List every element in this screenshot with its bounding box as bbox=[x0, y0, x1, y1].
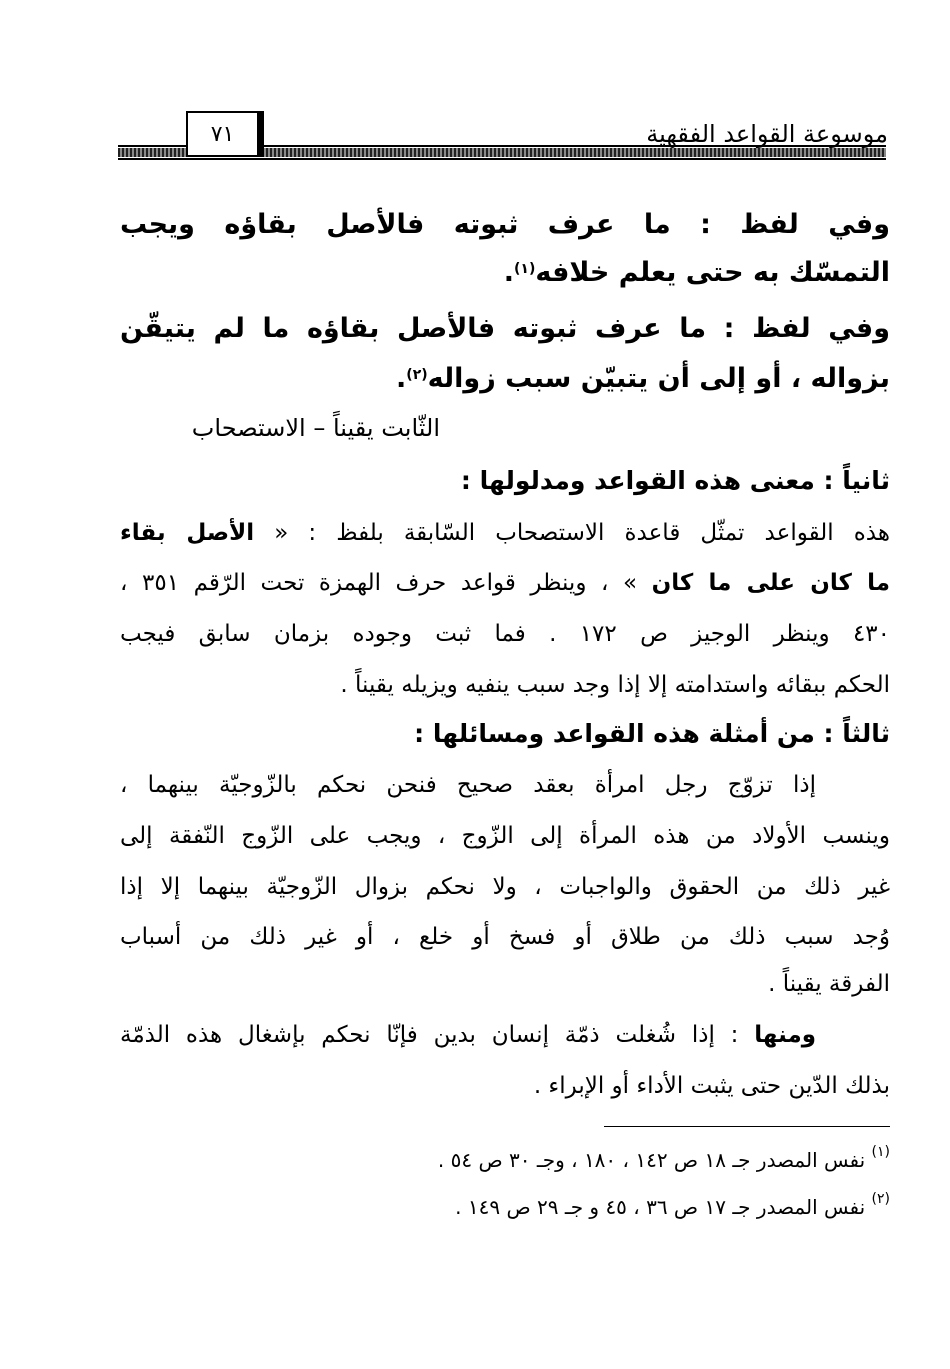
section-2-line-2 bbox=[120, 568, 890, 598]
section-2-line-1 bbox=[120, 518, 890, 548]
paragraph-1-line-1: وفي لفظ : ما عرف ثبوته فالأصل بقاؤه ويجب bbox=[120, 209, 890, 240]
section-2-bold-phrase-2: ما كان على ما كان bbox=[651, 570, 891, 596]
paragraph-1-line-2-text: التمسّك به حتى يعلم خلافه bbox=[535, 257, 890, 288]
footnote-ref-1: (١) bbox=[514, 261, 536, 277]
footnote-ref-2: (٢) bbox=[406, 367, 428, 383]
paragraph-2-line-2 bbox=[396, 364, 890, 394]
paragraph-2-line-2-text: بزواله ، أو إلى أن يتبيّن سبب زواله bbox=[427, 363, 890, 394]
footnote-2 bbox=[455, 1191, 890, 1219]
section-3-line-2: وينسب الأولاد من هذه المرأة إلى الزّوج ، ويجب على الزّوج النّفقة إلى bbox=[120, 823, 890, 849]
section-2-bold-phrase-1: الأصل بقاء bbox=[120, 520, 255, 546]
paragraph-2-line-1: وفي لفظ : ما عرف ثبوته فالأصل بقاؤه ما لم يتيقّن bbox=[120, 313, 890, 344]
section-3-line-4: وُجد سبب ذلك من طلاق أو فسخ أو خلع ، أو غير ذلك من أسباب bbox=[120, 924, 890, 950]
section-2-heading: ثانياً : معنى هذه القواعد ومدلولها : bbox=[460, 466, 890, 495]
section-2-line-4: الحكم ببقائه واستدامته إلا إذا وجد سبب ينفيه ويزيله يقيناً . bbox=[340, 672, 890, 698]
subtitle: الثّابت يقيناً – الاستصحاب bbox=[191, 414, 440, 442]
section-3-line-7: بذلك الدّين حتى يثبت الأداء أو الإبراء . bbox=[533, 1073, 890, 1099]
section-2-line-2-text: » ، وينظر قواعد حرف الهمزة تحت الرّقم ٣٥١ ، bbox=[120, 570, 638, 596]
paragraph-2-end: . bbox=[396, 363, 407, 394]
section-2-line-1-text: هذه القواعد تمثّل قاعدة الاستصحاب السّابقة بلفظ : « bbox=[274, 520, 890, 546]
section-3-heading: ثالثاً : من أمثلة هذه القواعد ومسائلها : bbox=[414, 719, 890, 748]
section-3-line-5: الفرقة يقيناً . bbox=[768, 971, 890, 997]
page-number-box bbox=[186, 111, 264, 157]
section-2-line-3: ٤٣٠ وينظر الوجيز ص ١٧٢ . فما ثبت وجوده بزمان سابق فيجب bbox=[120, 621, 890, 647]
paragraph-1-end: . bbox=[503, 257, 514, 288]
section-3-line-3: غير ذلك من الحقوق والواجبات ، ولا نحكم بزوال الزّوجيّة بينهما إلا إذا bbox=[120, 874, 890, 900]
footnote-separator bbox=[604, 1126, 890, 1127]
header-rule-bottom bbox=[118, 158, 886, 160]
paragraph-1-line-2 bbox=[504, 258, 890, 288]
section-3-bold-lead: ومنها bbox=[754, 1022, 816, 1048]
running-title: موسوعة القواعد الفقهية bbox=[646, 120, 888, 148]
section-3-line-1: إذا تزوّج رجل امرأة بعقد صحيح فنحن نحكم بالزّوجيّة بينهما ، bbox=[120, 772, 816, 798]
section-3-line-6-text: : إذا شُغلت ذمّة إنسان بدين فإنّا نحكم بإشغال هذه الذمّة bbox=[120, 1022, 739, 1048]
section-3-line-6 bbox=[120, 1020, 816, 1050]
footnote-1-marker: (١) bbox=[871, 1144, 890, 1160]
page-number: ٧١ bbox=[210, 121, 235, 147]
footnote-1-text: نفس المصدر جـ ١٨ ص ١٤٢ ، ١٨٠ ، وجـ ٣٠ ص ٥٤ . bbox=[437, 1148, 866, 1172]
footnote-2-marker: (٢) bbox=[871, 1191, 890, 1207]
footnote-2-text: نفس المصدر جـ ١٧ ص ٣٦ ، ٤٥ و جـ ٢٩ ص ١٤٩ . bbox=[455, 1195, 866, 1219]
footnote-1 bbox=[437, 1144, 890, 1172]
